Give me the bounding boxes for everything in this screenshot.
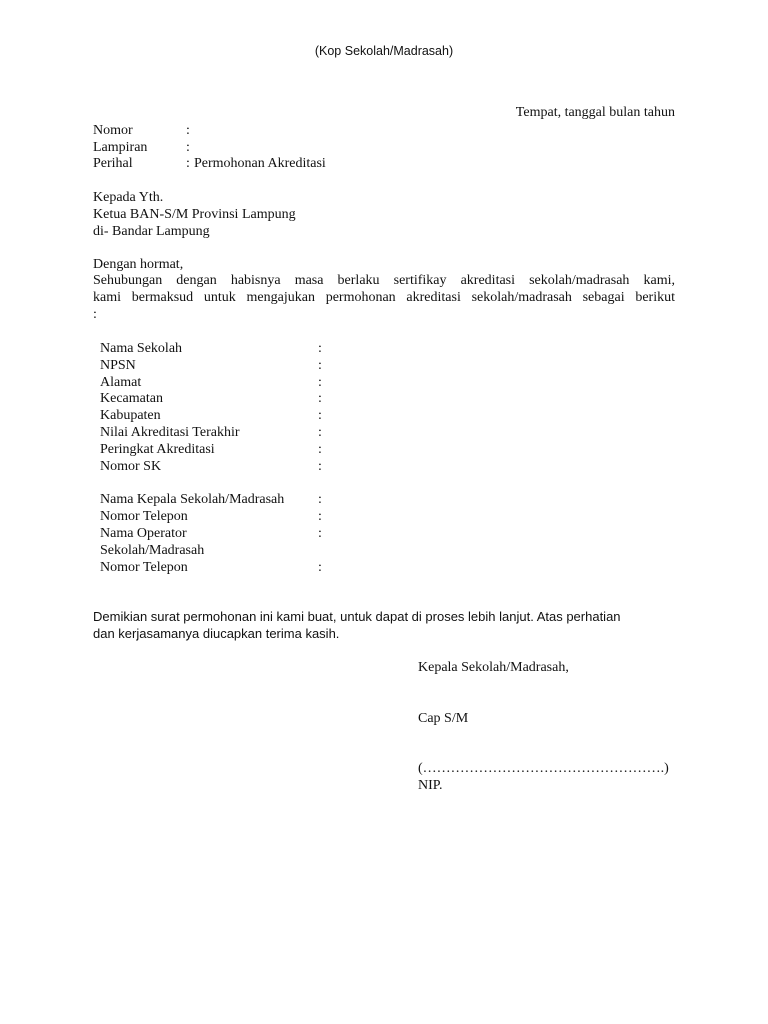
recipient-line: di- Bandar Lampung [93, 224, 210, 239]
intro-line: kami bermaksud untuk mengajukan permohonan akreditasi sekolah/madrasah sebagai berikut [93, 290, 675, 305]
recipient-line: Ketua BAN-S/M Provinsi Lampung [93, 207, 296, 222]
field-separator: : [318, 560, 322, 575]
field-label: Nomor Telepon [100, 560, 188, 575]
recipient-line: Kepada Yth. [93, 190, 164, 205]
intro-line: Sehubungan dengan habisnya masa berlaku sertifikay akreditasi sekolah/madrasah kami, [93, 273, 675, 288]
field-separator: : [318, 341, 322, 356]
field-label: Nomor [93, 123, 133, 138]
field-separator: : [318, 375, 322, 390]
field-label: Perihal [93, 156, 133, 171]
field-separator: : [318, 442, 322, 457]
field-label: Nomor SK [100, 459, 162, 474]
intro-line: : [93, 307, 97, 322]
field-separator: : [318, 408, 322, 423]
field-label: Nomor Telepon [100, 509, 188, 524]
field-label: Nama Operator [100, 526, 187, 541]
field-separator: : [318, 492, 322, 507]
field-label: NPSN [100, 358, 136, 373]
closing-line: Demikian surat permohonan ini kami buat, untuk dapat di proses lebih lanjut. Atas perhatian [93, 609, 621, 624]
field-label: Alamat [100, 375, 142, 390]
field-separator: : [318, 391, 322, 406]
letterhead: (Kop Sekolah/Madrasah) [314, 44, 454, 58]
field-label: Nilai Akreditasi Terakhir [100, 425, 240, 440]
field-value: Permohonan Akreditasi [194, 156, 326, 171]
field-label: Nama Kepala Sekolah/Madrasah [100, 492, 285, 507]
field-separator: : [318, 526, 322, 541]
field-separator: : [318, 509, 322, 524]
field-label: Lampiran [93, 140, 148, 155]
field-separator: : [318, 459, 322, 474]
field-label: Nama Sekolah [100, 341, 183, 356]
field-separator: : [186, 156, 190, 171]
closing-line: dan kerjasamanya diucapkan terima kasih. [93, 626, 340, 641]
salutation: Dengan hormat, [93, 257, 184, 272]
nip-label: NIP. [418, 778, 443, 793]
field-separator: : [186, 123, 190, 138]
signature-title: Kepala Sekolah/Madrasah, [418, 660, 569, 675]
field-label: Peringkat Akreditasi [100, 442, 215, 457]
stamp-label: Cap S/M [418, 711, 469, 726]
field-label: Kabupaten [100, 408, 161, 423]
field-separator: : [318, 358, 322, 373]
field-separator: : [318, 425, 322, 440]
field-label: Sekolah/Madrasah [100, 543, 205, 558]
field-label: Kecamatan [100, 391, 163, 406]
signatory-name-line: (…………………………………………….) [418, 761, 669, 776]
place-date: Tempat, tanggal bulan tahun [515, 105, 675, 120]
field-separator: : [186, 140, 190, 155]
